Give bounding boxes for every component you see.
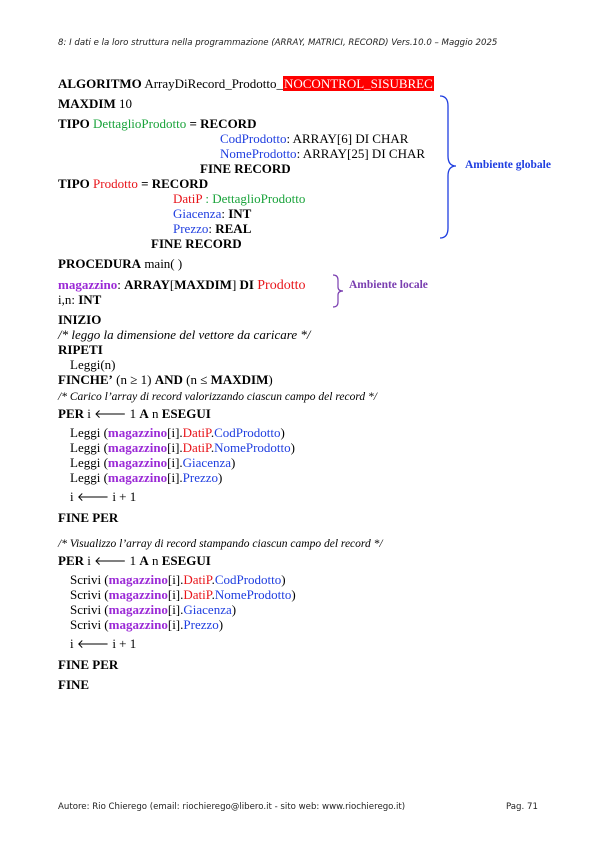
prezzo-field: Prezzo [173,221,209,236]
scrivi-giacenza-line [70,602,236,618]
per-end: n [151,553,159,568]
leggi-call: Leggi ( [70,455,108,470]
cod-field: CodProdotto [220,131,287,146]
int-keyword: INT [228,206,252,221]
close-paren: ) [280,425,285,440]
datip-ref: DatiP [182,440,211,455]
nome-ref: NomeProdotto [214,587,292,602]
assign-arrow-icon: 🡐 [76,490,110,504]
page-footer-author: Autore: Rio Chierego (email: riochierego@libero.it - sito web: www.riochierego.it) [58,802,406,812]
giacenza-ref: Giacenza [182,455,232,470]
fine-per-2: FINE PER [58,657,119,672]
leggi-giacenza-line [70,455,235,471]
incr-expr: i + 1 [112,636,137,651]
nome-field: NomeProdotto [220,146,297,161]
magazzino-ref: magazzino [107,470,168,485]
idx: [i]. [167,617,184,632]
incr-var: i [70,489,74,504]
algoritmo-keyword: ALGORITMO [58,76,142,91]
array-keyword: ARRAY [124,277,170,292]
dot: . [211,587,215,602]
close-paren: ) [218,470,223,485]
esegui-keyword: ESEGUI [161,406,211,421]
esegui-keyword: ESEGUI [161,553,211,568]
prodotto-ref: Prodotto [257,278,306,293]
assign-arrow-icon: 🡐 [76,637,110,651]
prezzo-ref: Prezzo [183,617,219,632]
scrivi-prezzo-line [70,617,223,633]
maxdim-ref: MAXDIM [174,277,232,292]
procedura-name: main( ) [144,256,183,271]
ripeti-keyword: RIPETI [58,342,103,357]
fine-record-1: FINE RECORD [200,161,291,176]
cod-type: : ARRAY[6] DI CHAR [286,131,409,146]
page-header: 8: I dati e la loro struttura nella programmazione (ARRAY, MATRICI, RECORD) Vers.10.0 – Maggio 2025 [58,38,498,48]
magazzino-ref: magazzino [107,425,168,440]
ambiente-locale-label: Ambiente locale [349,279,428,291]
comment-1: /* leggo la dimensione del vettore da caricare */ [58,327,311,342]
scrivi-call: Scrivi ( [70,617,109,632]
comment-3: /* Visualizzo l’array di record stampando ciascun campo del record */ [58,538,383,550]
per-keyword: PER [58,406,84,421]
close-paren: ) [281,572,286,587]
dot: . [210,425,215,440]
local-brace-icon [330,274,346,308]
per-var: i [87,406,91,421]
leggi-call: Leggi ( [70,425,108,440]
page-number: Pag. 71 [506,802,538,812]
leggi-call: Leggi ( [70,470,108,485]
idx: [i]. [167,425,183,440]
idx: [i]. [167,455,183,470]
maxdim-value: 10 [119,96,133,111]
finche-line [58,372,273,388]
lbr: [ [169,277,175,292]
idx: [i]. [167,440,183,455]
tipo-keyword: TIPO [58,116,90,131]
close-paren: ) [291,587,296,602]
idx: [i]. [167,602,184,617]
algoritmo-tag: NOCONTROL_SISUBREC [283,76,433,91]
per-start: 1 [129,406,137,421]
leggi-cod-line [70,425,285,441]
giacenza-field-line [173,206,251,222]
prodotto-type-name: Prodotto [93,176,138,191]
a-keyword: A [139,553,149,568]
magazzino-ref: magazzino [108,572,168,587]
giacenza-ref: Giacenza [183,602,232,617]
real-keyword: REAL [215,221,252,236]
maxdim-keyword: MAXDIM [58,96,116,111]
magazzino-var: magazzino [58,277,118,292]
magazzino-ref: magazzino [107,440,168,455]
per-start: 1 [129,553,137,568]
ambiente-globale-label: Ambiente globale [465,159,551,171]
scrivi-call: Scrivi ( [70,587,109,602]
dettaglio-type-name: DettaglioProdotto [93,116,187,131]
rbr: ] [231,277,237,292]
maxdim-line [58,96,132,112]
colon: : [208,221,216,236]
nome-type: : ARRAY[25] DI CHAR [296,146,426,161]
nome-ref: NomeProdotto [214,440,291,455]
incr-var: i [70,636,74,651]
comment-2: /* Carico l’array di record valorizzando ciascun campo del record */ [58,391,377,403]
maxdim-ref-2: MAXDIM [210,372,269,387]
global-brace-icon [436,94,462,240]
leggi-nome-line [70,440,295,456]
inizio-keyword: INIZIO [58,312,102,327]
fine-record-2: FINE RECORD [151,236,242,251]
int-keyword-2: INT [78,292,102,307]
close-paren: ) [218,617,224,632]
algoritmo-name: ArrayDiRecord_Prodotto_ [144,76,283,91]
cod-ref: CodProdotto [214,425,281,440]
increment-line-1 [70,489,136,505]
datip-ref: DatiP [183,572,212,587]
dot: . [210,440,215,455]
close-paren: ) [290,440,295,455]
assign-arrow-icon: 🡐 [94,407,127,421]
fine-per-1: FINE PER [58,510,119,525]
and-keyword: AND [154,372,183,387]
per-line-2 [58,553,211,569]
increment-line-2 [70,636,136,652]
scrivi-call: Scrivi ( [70,572,109,587]
prezzo-field-line [173,221,251,237]
scrivi-cod-line [70,572,286,588]
cod-ref: CodProdotto [214,572,282,587]
idx: [i]. [167,587,184,602]
finche-cond-2a: (n ≤ [186,372,211,387]
fine-keyword: FINE [58,677,90,692]
scrivi-call: Scrivi ( [70,602,109,617]
procedura-keyword: PROCEDURA [58,256,142,271]
magazzino-ref: magazzino [108,602,168,617]
leggi-n: Leggi(n) [70,357,116,372]
cod-field-line [220,131,408,147]
tipo-prodotto-line [58,176,208,192]
datip-ref: DatiP [183,587,212,602]
leggi-prezzo-line [70,470,222,486]
idx: [i]. [167,572,184,587]
algoritmo-line [58,76,434,92]
scrivi-nome-line [70,587,296,603]
per-var: i [87,553,91,568]
colon: : [117,277,125,292]
magazzino-ref: magazzino [108,587,168,602]
close-paren: ) [231,455,236,470]
assign-arrow-icon: 🡐 [94,554,127,568]
tipo-keyword-2: TIPO [58,176,90,191]
finche-cond-2b: ) [268,372,273,387]
finche-cond-1: (n ≥ 1) [116,372,152,387]
giacenza-field: Giacenza [173,206,222,221]
magazzino-ref: magazzino [108,617,168,632]
in-decl: i,n: [58,292,79,307]
prezzo-ref: Prezzo [182,470,219,485]
incr-expr: i + 1 [112,489,137,504]
close-paren: ) [231,602,237,617]
datip-field: DatiP [173,191,203,206]
idx: [i]. [167,470,183,485]
tipo-dettaglio-line [58,116,256,132]
nome-field-line [220,146,425,162]
datip-field-line [173,191,305,207]
di-keyword: DI [236,277,258,292]
dot: . [211,572,215,587]
procedura-line [58,256,182,272]
a-keyword: A [139,406,149,421]
in-decl-line [58,292,101,308]
colon: : [221,206,229,221]
per-line-1 [58,406,211,422]
magazzino-ref: magazzino [107,455,168,470]
eq-record-keyword: = RECORD [189,116,257,131]
datip-type: : DettaglioProdotto [202,191,306,206]
eq-record-keyword-2: = RECORD [141,176,209,191]
per-keyword: PER [58,553,84,568]
datip-ref: DatiP [182,425,211,440]
per-end: n [151,406,159,421]
finche-keyword: FINCHE’ [58,372,113,387]
leggi-call: Leggi ( [70,440,108,455]
